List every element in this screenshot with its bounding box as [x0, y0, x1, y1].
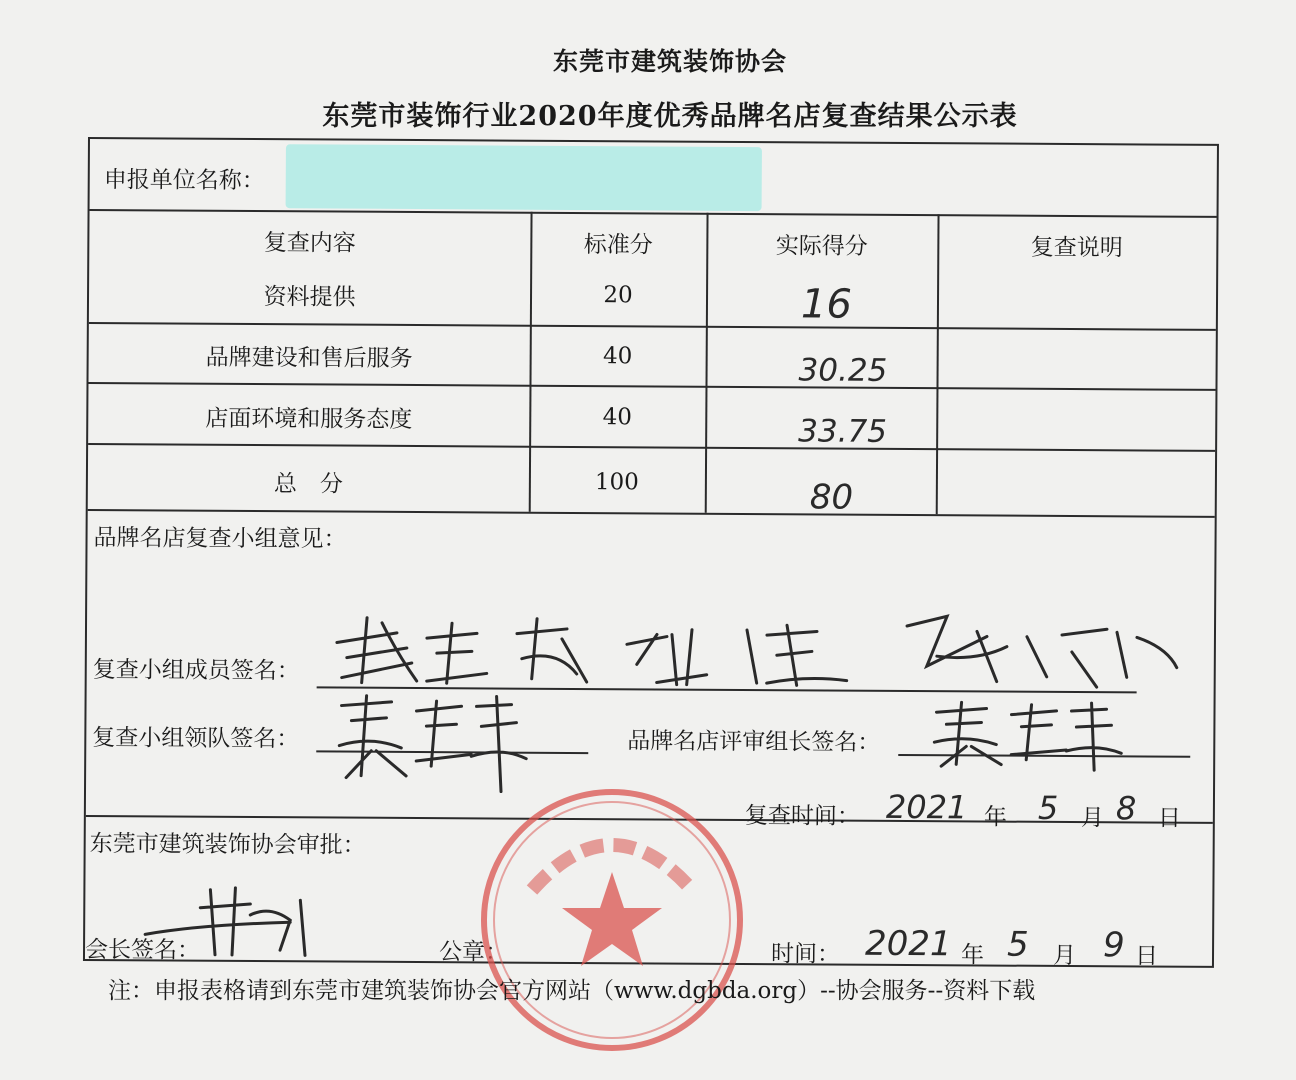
- approval-date-month-unit: 月: [1052, 942, 1077, 970]
- header-actual-score: 实际得分: [775, 233, 868, 260]
- footnote: 注：申报表格请到东莞市建筑装饰协会官方网站（www.dgbda.org）--协会服务--资料下载: [108, 978, 1036, 1004]
- row-actual-handwritten: 30.25: [798, 352, 888, 389]
- approval-label: 东莞市建筑装饰协会审批：: [89, 831, 366, 859]
- leader-label: 复查小组领队签名：: [92, 725, 300, 753]
- row-standard: 40: [602, 404, 633, 431]
- member-signatures: [327, 602, 1188, 697]
- row-item: 品牌建设和售后服务: [205, 344, 413, 372]
- row-item: 总 分: [273, 471, 343, 498]
- row-actual-handwritten: 80: [809, 477, 854, 518]
- official-seal: [472, 780, 752, 1060]
- header-review-note: 复查说明: [1030, 234, 1123, 262]
- review-date-day: 8: [1115, 789, 1137, 828]
- approval-date-year-unit: 年: [960, 942, 985, 969]
- approval-date-year: 2021: [864, 923, 952, 965]
- president-signature: [140, 879, 330, 960]
- review-date-year: 2021: [885, 787, 968, 827]
- review-date-year-unit: 年: [983, 804, 1007, 831]
- document-title: 东莞市装饰行业2020年度优秀品牌名店复查结果公示表: [322, 101, 1018, 132]
- row-item: 资料提供: [263, 284, 356, 311]
- divider: [89, 322, 1216, 331]
- approval-date-day: 9: [1102, 925, 1125, 966]
- organization-name: 东莞市建筑装饰协会: [552, 47, 787, 76]
- approval-date-day-unit: 日: [1134, 943, 1159, 970]
- members-label: 复查小组成员签名：: [92, 657, 300, 685]
- seal-label: 公章：: [438, 939, 509, 966]
- divider: [88, 509, 1215, 518]
- president-label: 会长签名：: [84, 936, 201, 964]
- chief-signature: [926, 694, 1126, 775]
- header-review-item: 复查内容: [263, 230, 356, 257]
- row-item: 店面环境和服务态度: [205, 405, 413, 433]
- opinion-label: 品牌名店复查小组意见：: [93, 525, 347, 553]
- divider: [88, 382, 1215, 391]
- row-actual-handwritten: 33.75: [798, 413, 888, 450]
- approval-date-label: 时间：: [770, 941, 841, 968]
- row-actual-handwritten: 16: [800, 281, 853, 328]
- divider: [88, 443, 1215, 452]
- row-standard: 40: [602, 343, 633, 370]
- header-standard-score: 标准分: [583, 232, 653, 259]
- review-date-month-unit: 月: [1080, 805, 1104, 832]
- applicant-label: 申报单位名称：: [103, 167, 265, 195]
- chief-label: 品牌名店评审组长签名：: [627, 728, 881, 756]
- redacted-applicant: [286, 144, 762, 211]
- review-date-day-unit: 日: [1157, 805, 1181, 832]
- review-date-month: 5: [1037, 788, 1059, 827]
- approval-date-month: 5: [1006, 924, 1029, 965]
- row-standard: 20: [603, 282, 633, 309]
- review-date-label: 复查时间：: [744, 803, 860, 830]
- row-standard: 100: [594, 469, 639, 496]
